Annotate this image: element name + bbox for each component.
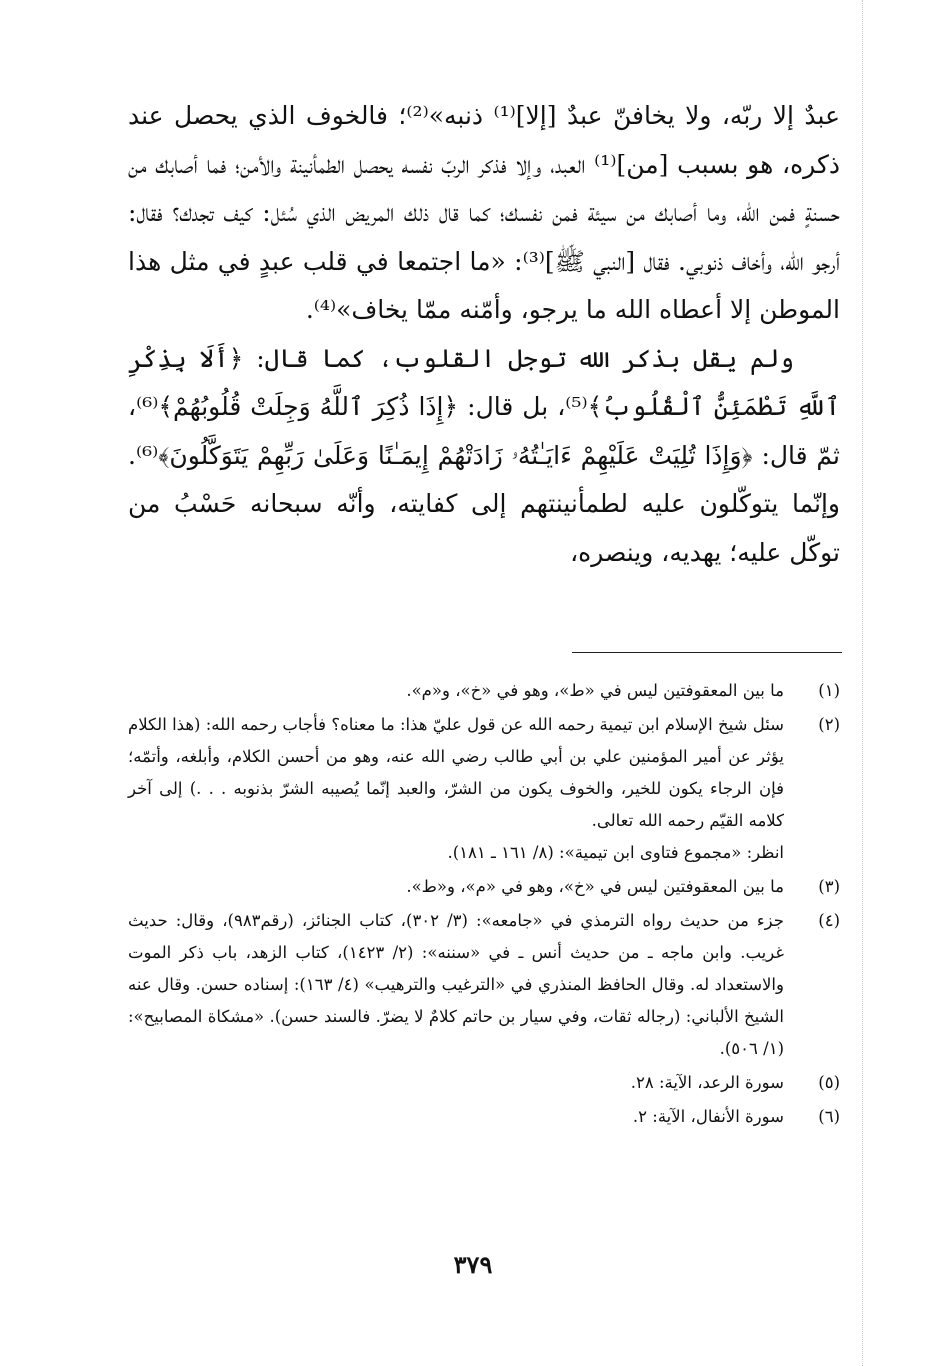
footnote-4 [128,905,840,1065]
footnote-number: (٥) [818,1073,840,1092]
page-edge-line [862,0,863,1366]
footnote-text: ما بين المعقوفتين ليس في «ط»، وهو في «خ»، و«م». [406,681,784,700]
main-paragraph-1: عبدٌ إلا ربّه، ولا يخافنّ عبدٌ [إلا]⁽¹⁾ ذنبه»⁽²⁾؛ فالخوف الذي يحصل عند ذكره، هو بسبب [من]⁽¹⁾ العبد، وإلا فذكر الربّ نفسه يحصل الطمأنينة والأمن؛ فما أصابك من حسنةٍ فمن الله، وما أصابك من سيئة فمن نفسك؛ كما قال ذلك المريض الذي سُئل: كيف تجدك؟ فقال: أرجو الله، وأخاف ذنوبي. فقال [النبي ﷺ]⁽³⁾: «ما اجتمعا في قلب عبدٍ في مثل هذا الموطن إلا أعطاه الله ما يرجو، وأمّنه ممّا يخاف»⁽⁴⁾. [128,101,841,324]
footnotes-section [128,675,840,1133]
main-text-block [128,92,840,577]
footnote-divider [572,652,842,653]
footnote-text: سورة الرعد، الآية: ٢٨. [630,1073,784,1092]
footnote-text: سورة الأنفال، الآية: ٢. [632,1107,784,1126]
footnote-1 [128,675,840,707]
footnote-reference: انظر: «مجموع فتاوى ابن تيمية»: (٨/ ١٦١ ـ ١٨١). [447,843,784,862]
footnote-text: سئل شيخ الإسلام ابن تيمية رحمه الله عن قول عليّ هذا: ما معناه؟ فأجاب رحمه الله: (هذا الكلام يؤثر عن أمير المؤمنين علي بن أبي طالب رضي الله عنه، وهو من أحسن الكلام، وأبلغه، وأتمّه؛ فإن الرجاء يكون للخير، والخوف يكون من الشرّ، والعبد إنّما يُصيبه الشرّ بذنوبه . . .) إلى آخر كلامه القيّم رحمه الله تعالى. [128,715,784,830]
footnote-number: (٢) [818,715,840,734]
footnote-text: جزء من حديث رواه الترمذي في «جامعه»: (٣/ ٣٠٢)، كتاب الجنائز، (رقم٩٨٣)، وقال: حديث غريب. وابن ماجه ـ من حديث أنس ـ في «سننه»: (٢/ ١٤٢٣)، كتاب الزهد، باب ذكر الموت والاستعداد له. وقال الحافظ المنذري في «الترغيب والترهيب» (٤/ ١٦٣): إسناده حسن. وقال عنه الشيخ الألباني: (رجاله ثقات، وفي سيار بن حاتم كلامٌ لا يضرّ. فالسند حسن). «مشكاة المصابيح»: (١/ ٥٠٦). [128,911,785,1058]
footnote-number: (١) [818,681,840,700]
footnote-number: (٤) [818,911,840,930]
footnote-2 [128,709,840,869]
footnote-number: (٣) [818,877,840,896]
footnote-number: (٦) [818,1107,840,1126]
footnote-3 [128,871,840,903]
footnote-5 [128,1067,840,1099]
footnote-6 [128,1101,840,1133]
main-paragraph-2: ولم يقل بذكر الله توجل القلوب، كما قال: ﴿أَلَا بِذِكْرِ ٱللَّهِ تَطْمَئِنُّ ٱلْقُلُوبُ﴾⁽⁵⁾، بل قال: ﴿إِذَا ذُكِرَ ٱللَّهُ وَجِلَتْ قُلُوبُهُمْ﴾⁽⁶⁾، ثمّ قال: ﴿وَإِذَا تُلِيَتْ عَلَيْهِمْ ءَايَـٰتُهُۥ زَادَتْهُمْ إِيمَـٰنًا وَعَلَىٰ رَبِّهِمْ يَتَوَكَّلُونَ﴾⁽⁶⁾. وإنّما يتوكّلون عليه لطمأنينتهم إلى كفايته، وأنّه سبحانه حَسْبُ من توكّل عليه؛ يهديه، وينصره، [128,343,840,567]
footnote-text: ما بين المعقوفتين ليس في «خ»، وهو في «م»، و«ط». [406,877,784,896]
page-number: ٣٧٩ [453,1250,493,1279]
